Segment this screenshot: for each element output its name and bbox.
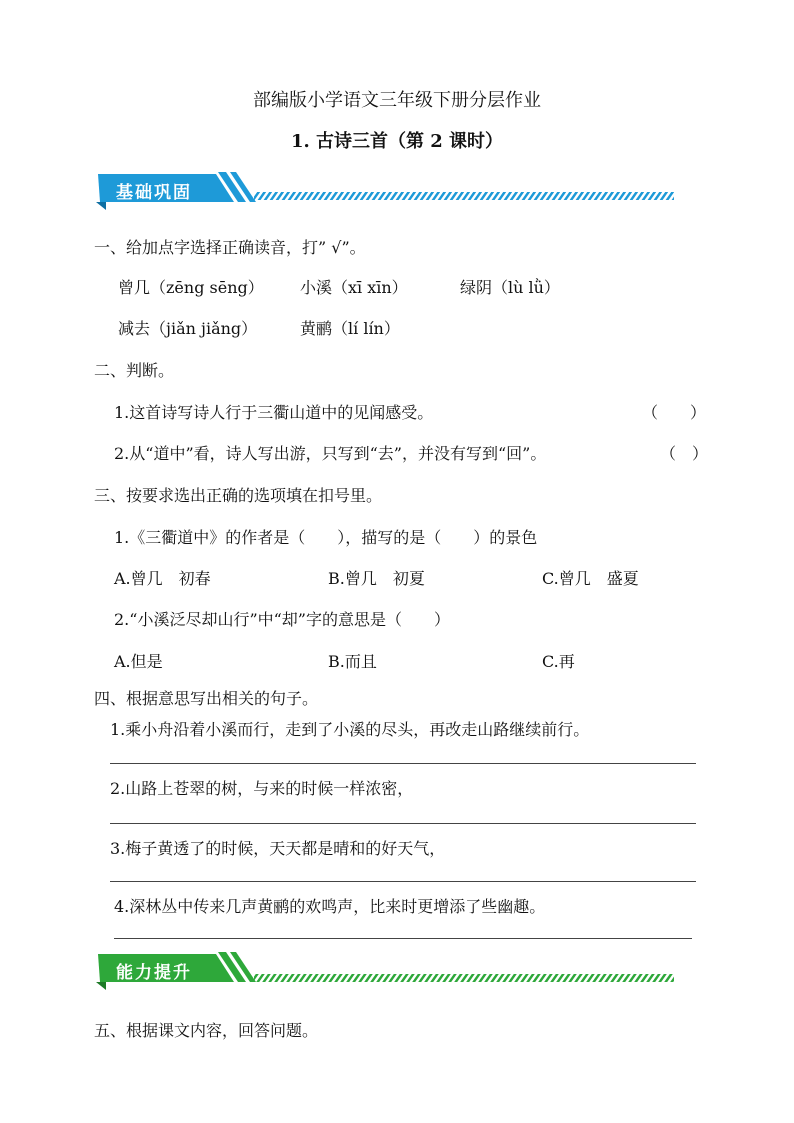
pinyin-option-1: 曾几（zēng sēng） <box>118 278 264 297</box>
judge-item-2: 2.从“道中”看，诗人写出游，只写到“去”，并没有写到“回”。 <box>114 444 547 463</box>
answer-line-4[interactable] <box>114 938 692 939</box>
choice-question-1: 1.《三衢道中》的作者是（ ），描写的是（ ）的景色 <box>114 528 538 547</box>
banner-basic-label: 基础巩固 <box>116 183 192 203</box>
banner-ability-label: 能力提升 <box>116 963 192 983</box>
choice-question-2: 2.“小溪泛尽却山行”中“却”字的意思是（ ） <box>114 610 450 629</box>
section-3-heading: 三、按要求选出正确的选项填在扣号里。 <box>94 486 383 505</box>
choice-1-option-a[interactable]: A.曾几 初春 <box>114 569 211 588</box>
sentence-prompt-2: 2.山路上苍翠的树，与来的时候一样浓密， <box>110 779 414 798</box>
section-banner-basic <box>94 168 684 212</box>
pinyin-option-4: 减去（jiǎn jiǎng） <box>118 319 258 338</box>
answer-line-2[interactable] <box>110 823 696 824</box>
pinyin-option-5: 黄鹂（lí lín） <box>300 319 400 338</box>
section-5-heading: 五、根据课文内容，回答问题。 <box>94 1021 319 1040</box>
page-title: 部编版小学语文三年级下册分层作业 <box>253 90 541 111</box>
choice-2-option-c[interactable]: C.再 <box>542 652 575 671</box>
sentence-prompt-4: 4.深林丛中传来几声黄鹂的欢鸣声，比来时更增添了些幽趣。 <box>114 897 546 916</box>
section-banner-ability <box>94 948 684 992</box>
judge-bracket-1[interactable]: （ ） <box>642 403 707 422</box>
section-2-heading: 二、判断。 <box>94 361 175 380</box>
judge-item-1: 1.这首诗写诗人行于三衢山道中的见闻感受。 <box>114 403 434 422</box>
choice-1-option-b[interactable]: B.曾几 初夏 <box>328 569 425 588</box>
lesson-subtitle: 1. 古诗三首（第 2 课时） <box>290 131 504 152</box>
choice-2-option-a[interactable]: A.但是 <box>114 652 163 671</box>
choice-1-option-c[interactable]: C.曾几 盛夏 <box>542 569 639 588</box>
answer-line-1[interactable] <box>110 763 696 764</box>
judge-bracket-2[interactable]: （ ） <box>660 444 709 463</box>
pinyin-option-3: 绿阴（lù lǜ） <box>460 278 560 297</box>
answer-line-3[interactable] <box>110 881 696 882</box>
section-1-heading: 一、给加点字选择正确读音，打” √”。 <box>94 238 366 257</box>
sentence-prompt-1: 1.乘小舟沿着小溪而行，走到了小溪的尽头，再改走山路继续前行。 <box>110 720 590 739</box>
sentence-prompt-3: 3.梅子黄透了的时候，天天都是晴和的好天气， <box>110 839 446 858</box>
section-4-heading: 四、根据意思写出相关的句子。 <box>94 689 319 708</box>
pinyin-option-2: 小溪（xī xīn） <box>300 278 408 297</box>
choice-2-option-b[interactable]: B.而且 <box>328 652 377 671</box>
